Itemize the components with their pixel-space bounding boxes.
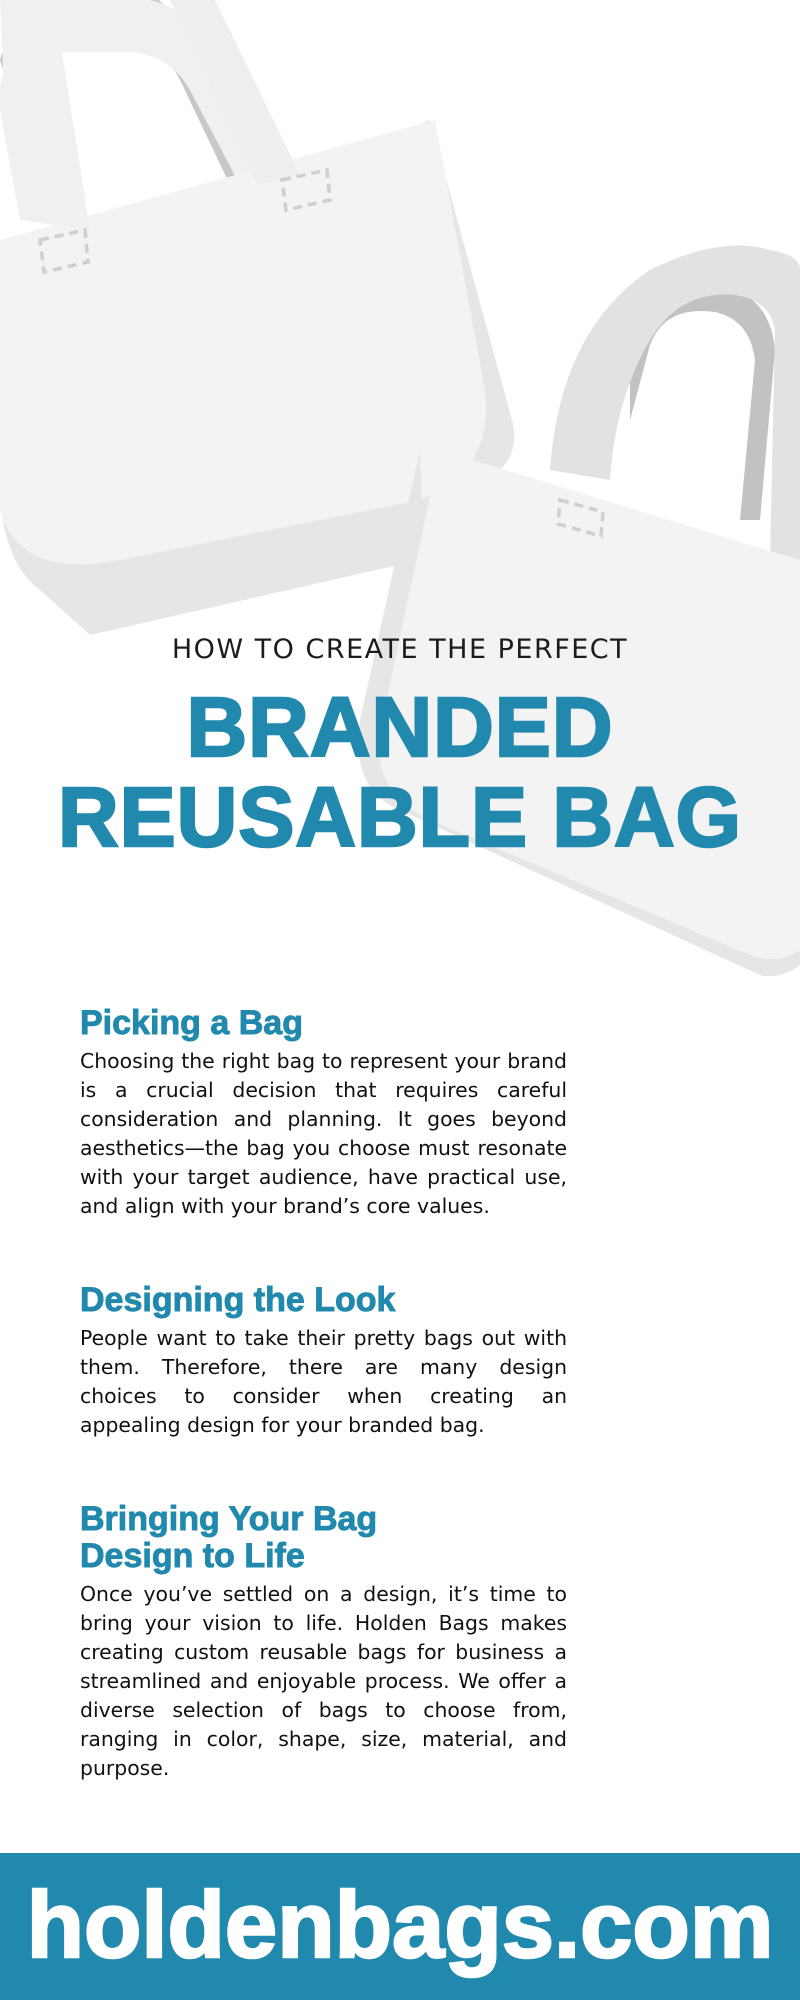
section-body: People want to take their pretty bags out with them. Therefore, there are many design choices to consider when creating an appealing design for your branded bag.	[80, 1326, 567, 1437]
section-heading-line: Bringing Your Bag	[80, 1500, 378, 1538]
footer-banner	[0, 1853, 800, 2000]
section-heading-line: Design to Life	[80, 1537, 305, 1575]
section-heading	[80, 1005, 567, 1042]
page-title-line-1: BRANDED	[186, 680, 614, 774]
section-heading-line: Designing the Look	[80, 1281, 396, 1319]
section-body: Once you’ve settled on a design, it’s time to bring your vision to life. Holden Bags makes creating custom reusable bags for business a streamlined and enjoyable process. We offer a diverse selection of bags to choose from, ranging in color, shape, size, material, and purpose.	[80, 1582, 567, 1780]
section-picking-a-bag	[80, 1005, 567, 1221]
footer-website-url[interactable]: holdenbags.com	[26, 1871, 774, 1977]
page-title-line-2: REUSABLE BAG	[57, 770, 743, 864]
page-title	[0, 682, 800, 862]
section-designing-the-look	[80, 1282, 567, 1440]
section-heading	[80, 1282, 567, 1319]
section-bringing-your-bag-to-life	[80, 1501, 567, 1783]
section-heading	[80, 1501, 567, 1575]
title-kicker: HOW TO CREATE THE PERFECT	[171, 634, 629, 665]
section-heading-line: Picking a Bag	[80, 1004, 303, 1042]
section-body: Choosing the right bag to represent your brand is a crucial decision that requires careful consideration and planning. It goes beyond aesthetics—the bag you choose must resonate with your target audience, have practical use, and align with your brand’s core values.	[80, 1049, 567, 1218]
